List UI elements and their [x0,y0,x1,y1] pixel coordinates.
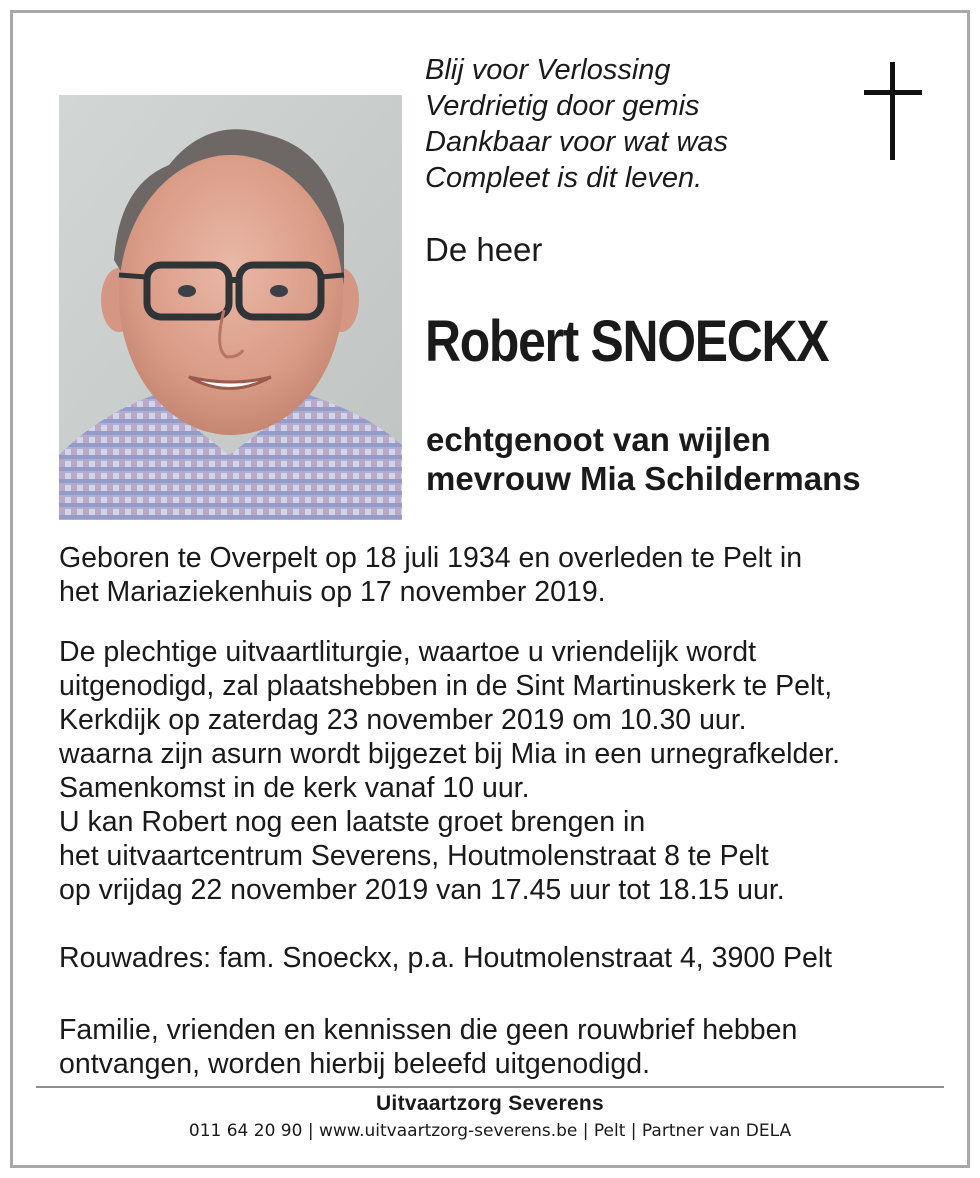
poem [425,52,728,196]
cross-icon [864,62,922,160]
mourning-address [59,941,939,975]
poem-line: Verdrietig door gemis [425,90,700,122]
poem-line: Compleet is dit leven. [425,162,703,194]
spouse-info [426,420,861,498]
funeral-paragraph [59,635,939,907]
text-line: uitgenodigd, zal plaatshebben in de Sint Martinuskerk te Pelt, [59,670,833,702]
text-line: ontvangen, worden hierbij beleefd uitgenodigd. [59,1048,651,1080]
funeral-home-contact: 011 64 20 90 | www.uitvaartzorg-severens.be | Pelt | Partner van DELA [188,1121,792,1141]
text-line: het Mariaziekenhuis op 17 november 2019. [59,576,606,608]
closing-paragraph [59,1013,939,1081]
text-line: het uitvaartcentrum Severens, Houtmolenstraat 8 te Pelt [59,840,769,872]
spouse-line: echtgenoot van wijlen [426,421,771,458]
text-line: Rouwadres: fam. Snoeckx, p.a. Houtmolenstraat 4, 3900 Pelt [59,942,833,974]
deceased-name: Robert SNOECKX [425,309,829,374]
text-line: De plechtige uitvaartliturgie, waartoe u vriendelijk wordt [59,636,757,668]
birth-death-paragraph [59,541,939,609]
text-line: Samenkomst in de kerk vanaf 10 uur. [59,772,530,804]
text-line: U kan Robert nog een laatste groet brengen in [59,806,646,838]
spouse-line: mevrouw Mia Schildermans [426,460,861,497]
poem-line: Blij voor Verlossing [425,54,671,86]
portrait-photo [59,95,402,520]
honorific-title: De heer [425,231,543,268]
funeral-home-name: Uitvaartzorg Severens [375,1092,605,1115]
text-line: Geboren te Overpelt op 18 juli 1934 en overleden te Pelt in [59,542,803,574]
poem-line: Dankbaar voor wat was [425,126,729,158]
text-line: op vrijdag 22 november 2019 van 17.45 uur tot 18.15 uur. [59,874,785,906]
text-line: Kerkdijk op zaterdag 23 november 2019 om 10.30 uur. [59,704,747,736]
text-line: waarna zijn asurn wordt bijgezet bij Mia in een urnegrafkelder. [59,738,841,770]
text-line: Familie, vrienden en kennissen die geen rouwbrief hebben [59,1014,798,1046]
footer-divider [36,1086,944,1088]
